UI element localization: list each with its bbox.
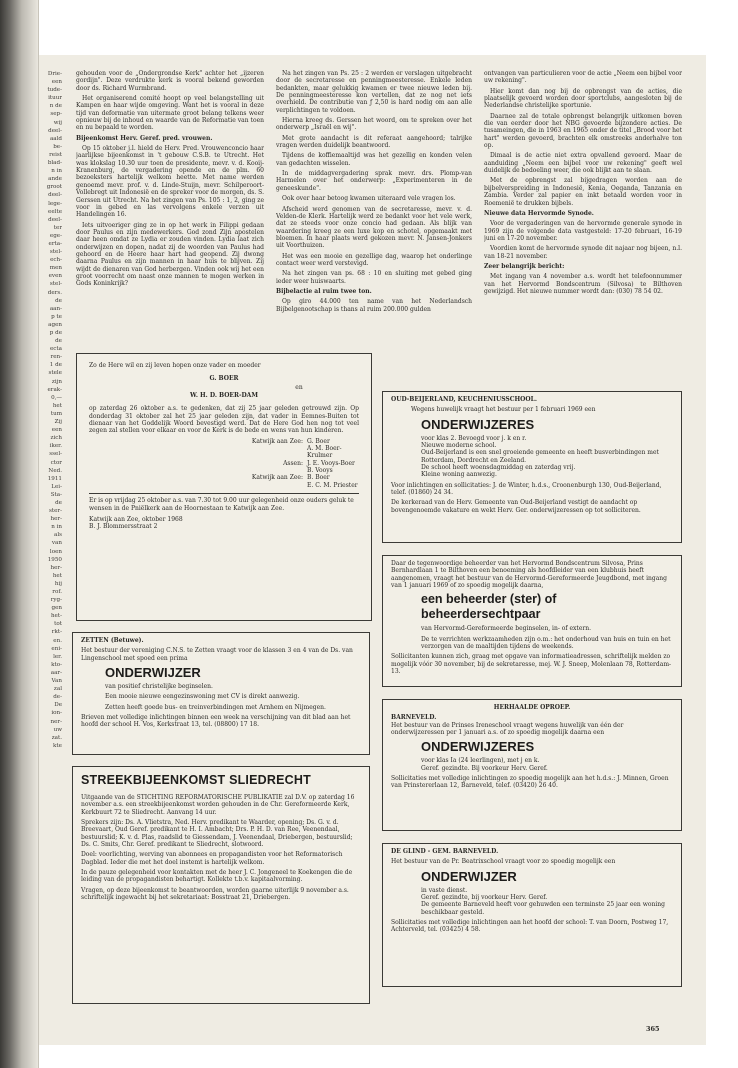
article-text: Met de opbrengst zal bijgedragen worden aan de bijbelverspreiding in Indonesië, Kenia, Oeganda, Tanzania en Zambia. Verder zal papier en inkt betaald worden voor in Roemenië te drukken bijbels. [484,177,682,207]
ad-text: Het bestuur der vereniging C.N.S. te Zetten vraagt voor de klassen 3 en 4 van de Ds. van Lingenschool met spoed een prima [81,647,353,662]
ad-text: In de pauze gelegenheid voor kontakten met de heer J. C. Jongeneel te Koekengen die de leiding van de propagandisten behartigt. Kollekte t.b.v. kapitaalvorming. [81,869,353,884]
family-place: Katwijk aan Zee: [251,474,303,482]
family-member: E. C. M. Priester [307,481,358,489]
article-text: Daarnee zal de totale opbrengst belangrijk uitkomen boven die van eerder door het NBG gevoerde bijzondere acties. De tusameingen, die in 1963 en 1965 onder de titel „Brood voor het hart" werden gevoerd, brachten elk omstreeks anderhalve ton op. [484,112,682,150]
ad-title: ZETTEN (Betuwe). [81,637,144,644]
article-text: Het organiserend comité hoopt op veel belangstelling uit Kampen en haar wijde omgeving. Want het is vooral in deze tijd van deformatie van uitermate groot belang telkens weer opnieuw bij de inhoud en waarde van de Reformatie van toen en nu bepaald te worden. [76,95,264,132]
anniversary-notice [76,353,372,621]
margin-word: tude- [47,87,62,94]
family-member: A. M. Boer-Krulmer [307,445,342,460]
ad-beheerder [382,555,682,687]
margin-word: rkt- [51,629,62,636]
ad-text: van Hervormd-Gereformeerde beginselen, in- of extern. [421,625,592,633]
notice-conjunction: en [295,383,303,391]
notice-address: Katwijk aan Zee, oktober 1968 [89,515,183,523]
margin-word: zijn [51,378,62,385]
margin-word: Ned. [48,467,62,474]
margin-word: ter [53,224,62,231]
ad-text: Sollicitaties met volledige inlichtingen zo spoedig mogelijk aan het h.d.s.: J. Minnen, Groen van Prinstererlaan 12, Barneveld, telef. (03420) 26 40. [391,775,669,790]
margin-word: gen [51,605,62,612]
notice-name: W. H. D. BOER-DAM [190,392,258,400]
ad-text: De kerkeraad van de Herv. Gemeente van Oud-Beijerland vestigt de aandacht op bovengenoemde vakature en wekt Herv. Ger. onderwijzeressen op tot solliciteren. [391,499,641,514]
article-column-3 [484,70,682,345]
ad-text: Het bestuur van de Pr. Beatrixschool vraagt voor zo spoedig mogelijk een [391,858,616,866]
margin-word: her- [50,564,62,571]
margin-word: groot [46,184,62,191]
margin-word: zich [50,435,62,442]
article-text: Het was een mooie en gezellige dag, waarop het onderlinge contact weer werd verstevigd. [276,252,472,267]
margin-word: ituur [48,95,62,102]
margin-word: Drie- [47,71,62,77]
article-column-2 [276,70,472,345]
ad-text: De school heeft woensdagmiddag en zaterdag vrij. [421,464,576,472]
article-heading: Bijbelactie al ruim twee ton. [276,287,372,295]
ad-headline: ONDERWIJZERES [421,416,535,432]
article-text: Afscheid werd genomen van de secretaresse, mevr. v. d. Velden-de Klerk. Hartelijk werd ze bedankt voor het vele werk, dat ze steeds voor onze concio had gedaan. Als blijk van waardering kreeg ze een luxe kop en schotel, opgemaakt met bloemen. In haar plaats werd gekozen mevr. N. Jansen-Jonkers uit Voorthuizen. [276,205,472,250]
article-text: ontvangen van particulieren voor de actie „Neem een bijbel voor uw rekening". [484,70,682,85]
margin-word: eni- [51,645,62,652]
margin-word: de [55,499,62,506]
ad-text: voor klas 2. Bevoegd voor j. k en r. [421,434,527,442]
ad-text: Zetten heeft goede bus- en treinverbindingen met Arnhem en Nijmegen. [105,703,326,711]
ad-text: van positief christelijke beginselen. [105,683,213,691]
margin-word: eelte [48,208,62,215]
margin-word: uw [53,726,62,733]
ad-streekbijeenkomst [72,766,370,1004]
article-text: Hier komt dan nog bij de opbrengst van de acties, die plaatselijk gevoerd worden door sportclubs, aangesloten bij de Nederlandse christelijke sportunie. [484,87,682,110]
family-place: Assen: [283,459,303,467]
article-text: Na het zingen van Ps. 25 : 2 werden er verslagen uitgebracht door de secretaresse en penningmeesteresse. Enkele leden bedankten, maar gelukkig kwamen er twee nieuwe leden bij. De penningmeesteresse kon vertellen, dat ze nog net iets overhield. De contributie van ƒ 2,50 is hard nodig om aan alle verplichtingen te voldoen. [276,70,472,114]
ad-text: Geref. gezindte, bij voorkeur Herv. Geref. [421,894,548,902]
article-text: Iets uitvoeriger ging ze in op het werk in Filippi gedaan door Paulus en zijn medewerkers. God zond Zijn apostelen daar heen omdat ze Lydia er zouden vinden. Lydia laat zich onderwijzen en dopen, nadat zij de woorden van Paulus had gehoord en de Heere haar hart had geopend. Zij dwong daarna Paulus en zijn mannen in haar huis te blijven. Zij wijdt de dienaren van God herbergen. Vinden ook wij het een groot voorrecht om naast onze mannen te mogen werken in Gods Koninkrijk? [76,221,264,288]
article-text: Met ingang van 4 november a.s. wordt het telefoonnummer van het Hervormd Bondscentrum (Silvosa) te Bilthoven gewijzigd. Het nieuwe nummer wordt dan: (030) 78 54 02. [484,273,682,295]
article-text: gehouden voor de „Ondergrondse Kerk" achter het „ijzeren gordijn". Deze verdrukte kerk is vooral bekend geworden door ds. Richard Wurmbrand. [76,70,264,92]
margin-word: Sta- [50,491,62,498]
margin-word: tot [54,621,62,628]
article-text: Op giro 44.000 ten name van het Nederlandsch Bijbelgenootschap is thans al ruim 200.000 gulden [276,298,472,313]
family-member: B. Boer [307,474,330,482]
article-heading: Bijeenkomst Herv. Geref. pred. vrouwen. [76,134,213,142]
margin-word: hij [54,580,62,587]
margin-word: de- [53,694,62,701]
margin-word: aald [49,135,62,142]
margin-word: kte [53,742,62,749]
ad-text: voor klas Ia (24 leerlingen), met j en k. [421,757,540,765]
ad-text: Sollicitanten kunnen zich, graag met opgave van informatieadressen, schriftelijk melden zo mogelijk vóór 30 november, bij de sekretaresse, mej. W. J. Sneep, Molenlaan 78, Rotterdam-13. [391,653,672,676]
margin-word: ech- [50,257,62,264]
ad-text: Brieven met volledige inlichtingen binnen een week na verschijning van dit blad aan het hoofd der school H. Vos, Kerkstraat 13, tel. (08800) 17 18. [81,714,351,729]
margin-word: be- [53,143,62,150]
ad-text: Oud-Beijerland is een snel groeiende gemeente en heeft busverbindingen met Rotterdam, Dordrecht en Zeeland. [421,449,659,464]
margin-word: ders. [47,289,62,296]
ad-text: Doel: voorlichting, werving van abonnees en propagandisten voor het Reformatorisch Dagblad. Ieder die met het doel instemt is hartelijk welkom. [81,851,343,866]
article-text: Met grote aandacht is dit referaat aangehoord; talrijke vragen werden duidelijk beantwoord. [276,134,472,150]
ad-headline: ONDERWIJZERES [421,739,535,755]
article-text: Na het zingen van ps. 68 : 10 en sluiting met gebed ging ieder weer huiswaarts. [276,270,472,285]
page-fold [38,0,39,1068]
ad-oud-beijerland [382,391,682,543]
margin-word: her- [50,516,62,523]
article-text: Tijdens de koffiemaaltijd was het gezellig en konden velen van gedachten wisselen. [276,152,472,167]
margin-word: lege- [48,200,62,207]
margin-word: De [54,702,62,709]
margin-word: ecta [49,346,62,353]
divider [89,493,359,494]
margin-word: de [55,338,62,345]
margin-word: een [51,79,62,86]
margin-word: men [49,265,62,272]
margin-word: stel- [49,281,62,288]
margin-word: wij [53,119,62,126]
margin-word: blad- [47,160,62,167]
margin-word: even [48,273,62,280]
margin-word: aan- [49,305,62,312]
ad-text: De te verrichten werkzaamheden zijn o.m.: het onderhoud van huis en tuin en het verzorgen van de maaltijden tijdens de weekends. [421,635,671,651]
margin-word: deel- [48,216,62,223]
article-heading: Zeer belangrijk bericht: [484,262,565,270]
notice-name: G. BOER [209,375,239,383]
article-heading: Nieuwe data Hervormde Synode. [484,209,594,217]
margin-word: ctor [50,459,62,466]
ad-text: Het bestuur van de Prinses Ireneschool vraagt wegens huwelijk van één der onderwijzeressen per 1 januari a.s. of zo spoedig mogelijk daarna een [391,721,624,737]
margin-word: p te [51,313,62,320]
margin-word: n in [51,524,62,531]
margin-word: rof. [52,589,62,595]
margin-word: agen [48,321,62,328]
ad-title: DE GLIND - GEM. BARNEVELD. [391,848,499,855]
article-column-1 [76,70,264,345]
margin-word: 1 de [49,362,62,369]
ad-text: Voor inlichtingen en sollicitaties: J. de Winter, h.d.s., Croonenburgh 130, Oud-Beijerland, telef. (01860) 24 34. [391,481,662,497]
margin-word: een [51,427,62,434]
ad-text: Wegens huwelijk vraagt het bestuur per 1 februari 1969 een [411,406,596,414]
margin-word: ssel- [49,451,62,458]
margin-word: ler. [53,653,62,660]
margin-word: Van [51,678,62,685]
ad-text: Sprekers zijn: Ds. A. Vlietstra, Ned. Herv. predikant te Waarder, opening; Ds. G. v. d. Breevaart, Oud Geref. predikant te H. I. Ambacht; Drs. P. H. D. van Ree, Veenendaal, bestuurslid; K. v. d. Plas, raadslid te Giessendam, J. Veenendaal, Driebergen, bestuurslid; Ds. C. Smits, Chr. Geref. predikant te Sliedrecht, slotwoord. [81,819,353,849]
margin-word: ion- [51,710,62,717]
margin-word: het [52,402,62,409]
margin-word: aar- [50,669,62,676]
margin-word: ande [48,176,62,183]
margin-word: ryg- [50,597,62,604]
article-text: In de middagvergadering sprak mevr. drs. Plomp-van Harmelen over het onderwerp: „Experimenteren in de geneeskunde". [276,170,472,192]
margin-word: Zij [54,419,62,426]
margin-word: deel- [48,192,62,199]
margin-word: deel- [48,127,62,134]
margin-word: stele [48,370,62,377]
margin-word: sep- [50,111,62,118]
family-list [185,438,359,489]
notice-body: op zaterdag 26 oktober a.s. te gedenken, dat zij 25 jaar geleden getrouwd zijn. Op donderdag 31 oktober zal het 25 jaar geleden zijn, dat vader in Eemnes-Buiten tot dienaar van het Goddelijk Woord bevestigd werd. Dat de Here God hen nog tot veel zegen zal stellen voor elkaar en voor de Kerk is de bede en wens van hun kinderen. [89,405,359,435]
margin-word: de [55,297,62,304]
ad-headline: ONDERWIJZER [421,868,517,884]
margin-word: Lei- [51,483,62,490]
ad-text: Uitgaande van de STICHTING REFORMATORISCHE PUBLIKATIE zal D.V. op zaterdag 16 november a.s. een streekbijeenkomst worden gehouden in de Chr. Gereformeerde Kerk, Kerkbuurt 72 te Sliedrecht. Aanvang 14 uur. [81,794,355,816]
margin-word: en. [53,637,62,644]
margin-word: reist [49,151,62,158]
ad-text: Een mooie nieuwe eengezinswoning met CV is direkt aanwezig. [105,693,300,701]
margin-word: het- [50,613,62,620]
family-place: Katwijk aan Zee: [251,437,303,445]
article-text: Voor de vergaderingen van de hervormde generale synode in 1969 zijn de volgende data vastgesteld: 17-20 februari, 16-19 juni en 17-20 november. [484,220,682,242]
ad-zetten [72,632,370,755]
margin-word: ner- [50,718,62,725]
ad-text: De gemeente Barneveld heeft voor gehuwden een terminste 25 jaar een woning beschikbaar gesteld. [421,901,665,916]
margin-word: 1950 [47,556,62,563]
family-member: G. Boer [307,437,330,445]
margin-word: stel- [49,249,62,256]
ad-text: Nieuwe moderne school. [421,442,497,450]
ad-headline: ONDERWIJZER [105,665,201,681]
article-text: Hierna kreeg ds. Gerssen het woord, om te spreken over het onderwerp „Israël en wij". [276,117,472,132]
ad-de-glind [382,843,682,987]
margin-word: 1911 [47,475,62,482]
family-place [185,445,303,460]
margin-word: loen [49,548,62,555]
ad-headline: beheerdersechtpaar [421,607,541,622]
article-text: Voordien komt de hervormde synode dit najaar nog bijeen, n.l. van 18-21 november. [484,245,682,260]
ad-headline: een beheerder (ster) of [421,592,557,607]
margin-word: als [54,532,62,539]
ad-barneveld [382,699,682,831]
ad-title: HERHAALDE OPROEP. [493,704,571,711]
previous-page-margin [40,70,62,1000]
ad-text: Vragen, op deze bijeenkomst te beantwoorden, worden gaarne uiterlijk 9 november a.s. schriftelijk ingewacht bij het sekretariaat: Bosstraat 21, Driebergen. [81,886,349,902]
margin-word: erta- [48,240,62,247]
ad-headline: STREEKBIJEENKOMST SLIEDRECHT [81,773,311,787]
margin-word: n de [49,103,62,110]
scan-shadow [0,0,38,1068]
margin-word: het [52,572,62,579]
ad-text: Kleine woning aanwezig. [421,471,497,479]
notice-address: B. J. Blommersstraat 2 [89,523,158,531]
margin-word: iker. [49,443,62,450]
margin-word: zal [53,686,62,693]
ad-text: in vaste dienst. [421,886,468,894]
article-text: Dimaal is de actie niet extra opvallend gevoerd. Maar de aanduiding „Neem een bijbel voor uw rekening" geeft wel duidelijk de bedoeling weer, die ook blijkt aan te slaan. [484,152,682,175]
family-member: B. Vooys [307,467,333,475]
margin-word: n in [51,168,62,175]
margin-word: 0,— [51,394,62,401]
family-place [185,467,303,474]
ad-title: OUD-BEIJERLAND, KEUCHENIUSSCHOOL. [391,396,537,403]
family-place [185,482,303,489]
margin-word: van [51,540,62,547]
margin-word: kto- [51,661,62,668]
article-text: Op 15 oktober j.l. hield de Herv. Pred. Vrouwenconcio haar jaarlijkse bijeenkomst in 't gebouw C.S.B. te Utrecht. Het was klokslag 10.30 uur toen de presidente, mevr. v. d. Kooij-Kranenburg, de vergadering opende en de plm. 60 bezoeksters hartelijk welkom heette. Met name werden genoemd mevr. prof. v. d. Linde-Stuijn, mevr. Schilperoort-Vollebregt uit Indonesië en de spreker voor de morgen, ds. S. Gerssen uit Utrecht. Na het zingen van Ps. 105 : 1, 2, ging ze voor in gebed en las vervolgens enkele verzen uit Handelingen 16. [76,145,264,219]
margin-word: tum [50,410,62,417]
margin-word: ster- [49,508,62,515]
ad-place: BARNEVELD. [391,714,437,722]
margin-word: ege- [49,232,62,239]
ad-text: Daar de tegenwoordige beheerder van het Hervormd Bondscentrum Silvosa, Prins Bernhardlaan 1 te Bilthoven een benoeming als hoofdleider van een klubhuis heeft aangenomen, vraagt het bestuur van de Hervormd-Gereformeerde Jeugdbond, met ingang van 1 januari 1969 of zo spoedig mogelijk daarna, [391,560,667,590]
notice-intro: Zo de Here wil en zij leven hopen onze vader en moeder [89,362,261,369]
notice-reception: Er is op vrijdag 25 oktober a.s. van 7.30 tot 9.00 uur gelegenheid onze ouders geluk te wensen in de Pniëlkerk aan de Hoornestaan te Katwijk aan Zee. [89,497,354,512]
margin-word: erak- [47,386,62,393]
margin-word: zat. [51,734,62,741]
family-member: J. E. Vooys-Boer [307,459,355,467]
margin-word: ren- [50,354,62,361]
ad-text: Geref. gezindte. Bij voorkeur Herv. Geref. [421,764,548,772]
ad-text: Sollicitaties met volledige inlichtingen aan het hoofd der school: T. van Doorn, Postweg 17, Achterveld, tel. (03425) 4 58. [391,919,669,934]
article-text: Ook over haar betoog kwamen uiteraard vele vragen los. [282,195,456,203]
margin-word: p de [49,330,62,336]
page-number: 365 [646,1025,660,1033]
